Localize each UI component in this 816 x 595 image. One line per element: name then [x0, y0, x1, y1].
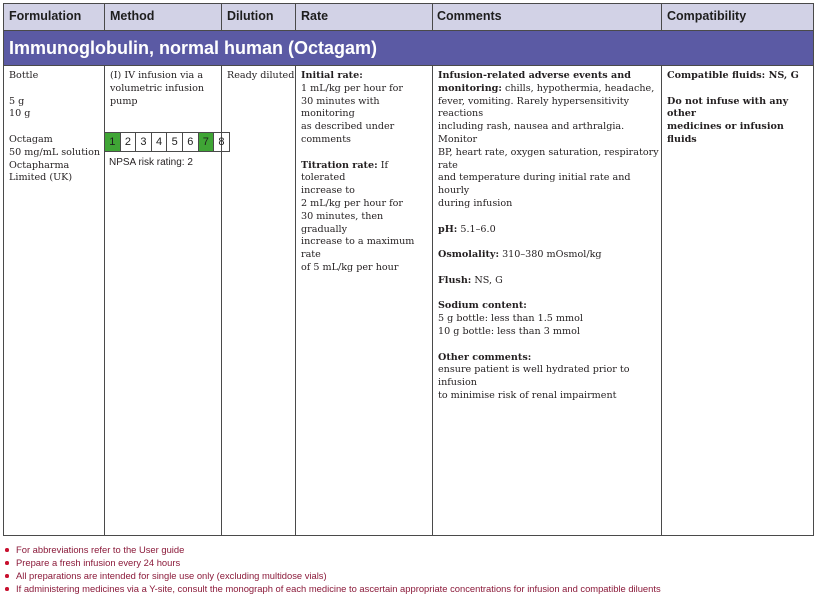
npsa-risk-scale	[104, 132, 230, 152]
ph-value: 5.1–6.0	[457, 223, 496, 235]
comments-line: BP, heart rate, oxygen saturation, respiratory rate	[438, 146, 659, 171]
sodium-line: 5 g bottle: less than 1.5 mmol	[438, 313, 583, 325]
compatibility-cell	[662, 70, 812, 147]
header-formulation: Formulation	[9, 9, 82, 23]
ph-label: pH:	[438, 223, 458, 235]
risk-box: 2	[121, 133, 137, 151]
risk-box: 7	[199, 133, 215, 151]
column-divider	[104, 4, 105, 31]
rate-line: of 5 mL/kg per hour	[301, 261, 399, 273]
column-divider	[295, 4, 296, 31]
footer-note: Prepare a fresh infusion every 24 hours	[4, 556, 661, 569]
other-comments-line: ensure patient is well hydrated prior to infusion	[438, 364, 630, 389]
column-divider	[432, 4, 433, 31]
rate-cell	[296, 70, 432, 275]
header-dilution: Dilution	[227, 9, 274, 23]
formulation-line: Octagam	[9, 133, 53, 145]
formulation-line: Limited (UK)	[9, 172, 73, 184]
risk-box: 8	[218, 136, 225, 148]
compatibility-warning: medicines or infusion fluids	[667, 121, 784, 145]
dilution-text: Ready diluted	[227, 70, 295, 81]
formulation-line: Octapharma	[9, 159, 70, 171]
rate-line: as described under	[301, 121, 395, 133]
monitoring-heading: monitoring:	[438, 82, 502, 94]
footer-notes	[4, 543, 661, 595]
formulation-line: Bottle	[9, 70, 39, 81]
compatibility-warning: Do not infuse with any other	[667, 95, 789, 120]
method-line: (I) IV infusion via a	[110, 70, 204, 81]
method-cell	[105, 70, 221, 108]
risk-box: 4	[152, 133, 168, 151]
risk-box: 1	[105, 133, 121, 151]
footer-note: All preparations are intended for single use only (excluding multidose vials)	[4, 569, 661, 582]
footer-note: If administering medicines via a Y-site, consult the monograph of each medicine to ascertain appropriate concentrations for infusion and compatible diluents	[4, 582, 661, 595]
header-compatibility: Compatibility	[667, 9, 747, 23]
comments-line: chills, hypothermia, headache,	[501, 82, 655, 94]
rate-line: 1 mL/kg per hour for	[301, 82, 403, 94]
osmolality-label: Osmolality:	[438, 249, 500, 261]
rate-line: 30 minutes with monitoring	[301, 95, 380, 120]
flush-label: Flush:	[438, 274, 472, 286]
formulation-line: 5 g	[9, 95, 25, 107]
comments-line: including rash, nausea and arthralgia. Monitor	[438, 121, 625, 145]
footer-note: For abbreviations refer to the User guide	[4, 543, 661, 556]
method-line: volumetric infusion	[110, 82, 205, 94]
flush-value: NS, G	[471, 274, 503, 286]
rate-line: increase to a maximum rate	[301, 236, 415, 261]
compatible-fluids-label: Compatible fluids:	[667, 70, 766, 81]
comments-line: fever, vomiting. Rarely hypersensitivity reactions	[438, 95, 630, 120]
header-comments: Comments	[437, 9, 502, 23]
titration-rate-heading: Titration rate:	[301, 159, 378, 171]
osmolality-value: 310–380 mOsmol/kg	[499, 249, 602, 261]
sodium-heading: Sodium content:	[438, 300, 527, 312]
column-divider	[661, 4, 662, 31]
method-line: pump	[110, 95, 138, 107]
drug-title-bar	[4, 31, 813, 66]
initial-rate-heading: Initial rate:	[301, 70, 363, 81]
comments-line: and temperature during initial rate and hourly	[438, 172, 631, 197]
monograph-table	[3, 3, 814, 536]
npsa-risk-rating: NPSA risk rating: 2	[109, 157, 193, 168]
formulation-line: 10 g	[9, 108, 31, 120]
risk-box: 6	[183, 133, 199, 151]
comments-cell	[433, 70, 661, 403]
risk-box: 3	[136, 133, 152, 151]
header-method: Method	[110, 9, 155, 23]
other-comments-heading: Other comments:	[438, 351, 532, 363]
rate-line: comments	[301, 133, 351, 145]
column-header-row	[4, 4, 813, 31]
drug-title: Immunoglobulin, normal human (Octagam)	[9, 38, 378, 58]
rate-line: 30 minutes, then gradually	[301, 210, 384, 235]
adverse-events-heading: Infusion-related adverse events and	[438, 70, 631, 81]
comments-line: during infusion	[438, 197, 513, 209]
sodium-line: 10 g bottle: less than 3 mmol	[438, 325, 580, 337]
formulation-cell	[4, 70, 104, 185]
formulation-line: 50 mg/mL solution	[9, 146, 101, 158]
column-divider	[221, 4, 222, 31]
compatible-fluids-value: NS, G	[765, 70, 799, 81]
titration-rate-line	[301, 160, 432, 186]
risk-box: 5	[167, 133, 183, 151]
rate-line: 2 mL/kg per hour for	[301, 197, 403, 209]
rate-line: If tolerated	[301, 159, 389, 184]
rate-line: increase to	[301, 185, 355, 197]
dilution-cell	[222, 70, 295, 83]
header-rate: Rate	[301, 9, 329, 23]
other-comments-line: to minimise risk of renal impairment	[438, 389, 617, 401]
